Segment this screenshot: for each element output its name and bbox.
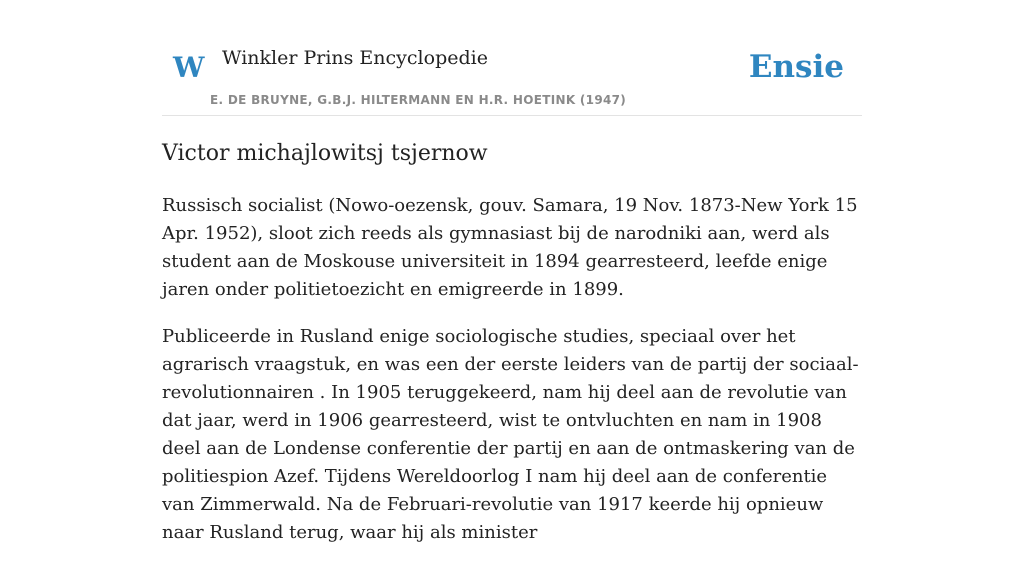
source-authors: E. DE BRUYNE, G.B.J. HILTERMANN EN H.R. HOETINK (1947): [210, 93, 627, 107]
article-paragraph: Russisch socialist (Nowo-oezensk, gouv. Samara, 19 Nov. 1873-New York 15 Apr. 1952), sloot zich reeds als gymnasiast bij de narodniki aan, werd als student aan de Moskouse universiteit in 1894 gearresteerd, leefde enige jaren onder politietoezicht en emigreerde in 1899.: [162, 195, 858, 300]
source-title[interactable]: Winkler Prins Encyclopedie: [222, 47, 488, 69]
article-body: [162, 192, 862, 566]
winkler-prins-logo-icon[interactable]: W: [173, 51, 205, 84]
article-title: Victor michajlowitsj tsjernow: [162, 141, 488, 166]
ensie-logo[interactable]: Ensie: [748, 49, 844, 85]
source-header: [162, 40, 862, 116]
article-paragraph: Publiceerde in Rusland enige sociologische studies, speciaal over het agrarisch vraagstuk, en was een der eerste leiders van de partij der sociaal-revolutionnairen . In 1905 teruggekeerd, nam hij deel aan de revolutie van dat jaar, werd in 1906 gearresteerd, wist te ontvluchten en nam in 1908 deel aan de Londense conferentie der partij en aan de ontmaskering van de politiespion Azef. Tijdens Wereldoorlog I nam hij deel aan de conferentie van Zimmerwald. Na de Februari-revolutie van 1917 keerde hij opnieuw naar Rusland terug, waar hij als minister: [162, 326, 859, 543]
